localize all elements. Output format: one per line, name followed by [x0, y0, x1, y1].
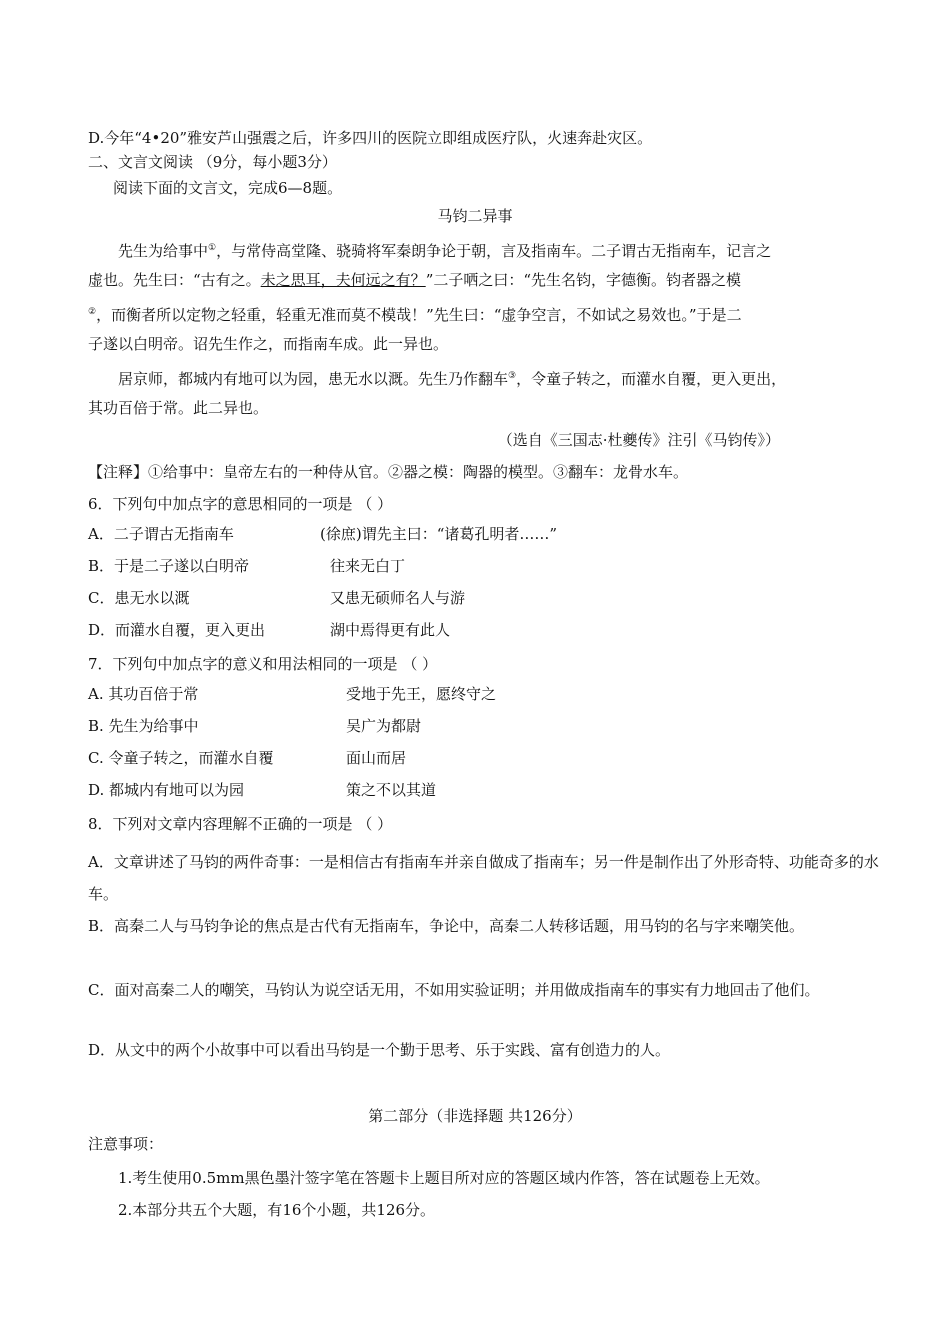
q7-option-a — [88, 684, 890, 704]
q7-option-d — [88, 780, 890, 800]
q6-a-right: (徐庶)谓先主曰：“诸葛孔明者……” — [320, 525, 558, 543]
passage-p2-line2: 其功百倍于常。此二异也。 — [88, 399, 269, 417]
passage-p1-line2 — [88, 270, 890, 290]
passage-title: 马钧二异事 — [437, 207, 513, 225]
q6-option-d — [88, 620, 890, 640]
p1-underlined-sentence: 未之思耳，夫何远之有？ — [260, 271, 426, 289]
section2-instruction: 阅读下面的文言文，完成6—8题。 — [113, 179, 343, 197]
q6-b-right: 往来无白丁 — [330, 557, 406, 575]
q7-option-c — [88, 748, 890, 768]
p1-text-b: ，与常侍高堂隆、骁骑将军秦朗争论于朝，言及指南车。二子谓古无指南车，记言之 — [216, 242, 772, 260]
passage-p2-line1 — [118, 366, 890, 389]
p1-text-e: ，而衡者所以定物之轻重，轻重无准而莫不模哉！”先生曰：“虚争空言，不如试之易效也。”于是二 — [96, 306, 742, 324]
p2-text-a: 居京师，都城内有地可以为园，患无水以溉。先生乃作翻车 — [118, 370, 509, 388]
q6-d-left: D．而灌水自覆，更入更出 — [88, 621, 266, 639]
note2-marker: ② — [88, 307, 97, 317]
passage-p1-line3 — [88, 302, 890, 325]
q7-d-left: D. 都城内有地可以为园 — [88, 781, 245, 799]
p1-text-c: 虚也。先生曰：“古有之。 — [88, 271, 261, 289]
q6-option-c — [88, 588, 890, 608]
part2-item2: 2.本部分共五个大题，有16个小题，共126分。 — [118, 1201, 436, 1219]
passage-source: （选自《三国志·杜夔传》注引《马钧传》） — [497, 431, 780, 449]
q8-option-c: C．面对高秦二人的嘲笑，马钧认为说空话无用，不如用实验证明；并用做成指南车的事实有力地回击了他们。 — [88, 981, 820, 999]
p1-text-a: 先生为给事中 — [118, 242, 209, 260]
option-d-earthquake: D.今年“4•20”雅安芦山强震之后，许多四川的医院立即组成医疗队，火速奔赴灾区。 — [88, 129, 653, 147]
q7-c-right: 面山而居 — [346, 749, 407, 767]
section2-heading: 二、文言文阅读 （9分，每小题3分） — [88, 153, 337, 171]
p1-text-d: ”二子哂之曰：“先生名钧，字德衡。钧者器之模 — [425, 271, 742, 289]
q7-d-right: 策之不以其道 — [346, 781, 437, 799]
q8-option-a: A．文章讲述了马钧的两件奇事：一是相信古有指南车并亲自做成了指南车；另一件是制作出了外形奇特、功能奇多的水车。 — [88, 853, 879, 903]
q6-b-left: B．于是二子遂以白明帝 — [88, 557, 250, 575]
q6-c-left: C．患无水以溉 — [88, 589, 190, 607]
note3-marker: ③ — [508, 371, 517, 381]
q6-d-right: 湖中焉得更有此人 — [330, 621, 451, 639]
q6-option-b — [88, 556, 890, 576]
passage-p1-line4: 子遂以白明帝。诏先生作之，而指南车成。此一异也。 — [88, 335, 449, 353]
q7-stem: 7．下列句中加点字的意义和用法相同的一项是 （ ） — [88, 655, 438, 673]
q6-c-right: 又患无硕师名人与游 — [330, 589, 466, 607]
part2-item1: 1.考生使用0.5mm黑色墨汁签字笔在答题卡上题目所对应的答题区域内作答，答在试题卷上无效。 — [118, 1169, 770, 1187]
p2-text-b: ，令童子转之，而灌水自覆，更入更出， — [516, 370, 787, 388]
q8-option-b: B．高秦二人与马钧争论的焦点是古代有无指南车，争论中，高秦二人转移话题，用马钧的名与字来嘲笑他。 — [88, 917, 805, 935]
passage-notes: 【注释】①给事中：皇帝左右的一种侍从官。②器之模：陶器的模型。③翻车：龙骨水车。 — [88, 463, 689, 481]
q6-option-a — [88, 524, 890, 544]
q7-b-right: 吴广为都尉 — [346, 717, 422, 735]
q6-a-left: A．二子谓古无指南车 — [88, 525, 234, 543]
part2-title: 第二部分（非选择题 共126分） — [368, 1107, 582, 1125]
q8-option-d: D．从文中的两个小故事中可以看出马钧是一个勤于思考、乐于实践、富有创造力的人。 — [88, 1041, 671, 1059]
q7-b-left: B. 先生为给事中 — [88, 717, 199, 735]
note1-marker: ① — [208, 243, 217, 253]
part2-notice-label: 注意事项： — [88, 1135, 164, 1153]
q7-c-left: C. 令童子转之，而灌水自覆 — [88, 749, 274, 767]
q8-stem: 8．下列对文章内容理解不正确的一项是 （ ） — [88, 815, 393, 833]
q7-a-right: 受地于先王，愿终守之 — [346, 685, 497, 703]
q7-a-left: A. 其功百倍于常 — [88, 685, 199, 703]
passage-p1-line1 — [118, 238, 890, 261]
q7-option-b — [88, 716, 890, 736]
q6-stem: 6．下列句中加点字的意思相同的一项是 （ ） — [88, 495, 393, 513]
